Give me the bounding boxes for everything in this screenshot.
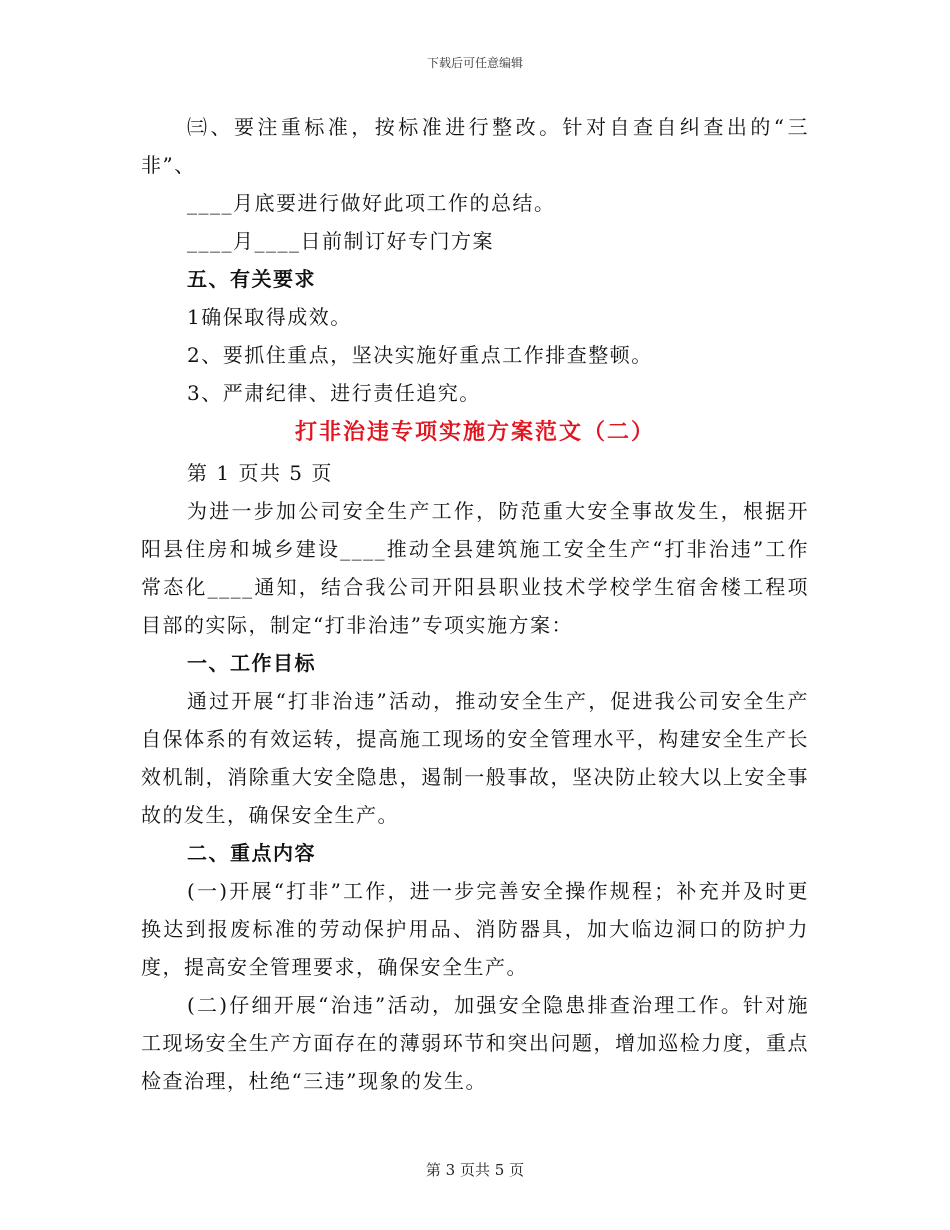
paragraph: ____月底要进行做好此项工作的总结。	[187, 191, 556, 215]
section-heading: 一、工作目标	[187, 651, 316, 675]
section-heading: 二、重点内容	[187, 841, 316, 865]
paragraph: ㈢、要注重标准，按标准进行整改。针对自查自纠查出的“三非”、	[141, 115, 809, 177]
paragraph: ____月____日前制订好专门方案	[187, 229, 494, 253]
document-title: 打非治违专项实施方案范文（二）	[294, 420, 655, 445]
paragraph: 3、严肃纪律、进行责任追究。	[187, 381, 481, 405]
section-heading: 五、有关要求	[187, 267, 316, 291]
paragraph: 1确保取得成效。	[187, 305, 352, 329]
header-note: 下载后可任意编辑	[426, 56, 523, 70]
paragraph: 为进一步加公司安全生产工作，防范重大安全事故发生，根据开阳县住房和城乡建设____推动全县建筑施工安全生产“打非治违”工作常态化____通知，结合我公司开阳县职业技术学校学生宿舍楼工程项目部的实际，制定“打非治违”专项实施方案：	[141, 499, 809, 637]
paragraph: (二)仔细开展“治违”活动，加强安全隐患排查治理工作。针对施工现场安全生产方面存在的薄弱环节和突出问题，增加巡检力度，重点检查治理，杜绝“三违”现象的发生。	[141, 993, 809, 1093]
paragraph: 2、要抓住重点，坚决实施好重点工作排查整顿。	[187, 343, 653, 367]
paragraph: 通过开展“打非治违”活动，推动安全生产，促进我公司安全生产自保体系的有效运转，提高施工现场的安全管理水平，构建安全生产长效机制，消除重大安全隐患，遏制一般事故，坚决防止较大以上安全事故的发生，确保安全生产。	[141, 689, 809, 827]
paragraph: 第 1 页共 5 页	[187, 461, 333, 485]
document-body	[141, 108, 809, 1100]
page-footer: 第 3 页共 5 页	[425, 1161, 525, 1179]
paragraph: (一)开展“打非”工作，进一步完善安全操作规程；补充并及时更换达到报废标准的劳动保护用品、消防器具，加大临边洞口的防护力度，提高安全管理要求，确保安全生产。	[141, 879, 809, 979]
